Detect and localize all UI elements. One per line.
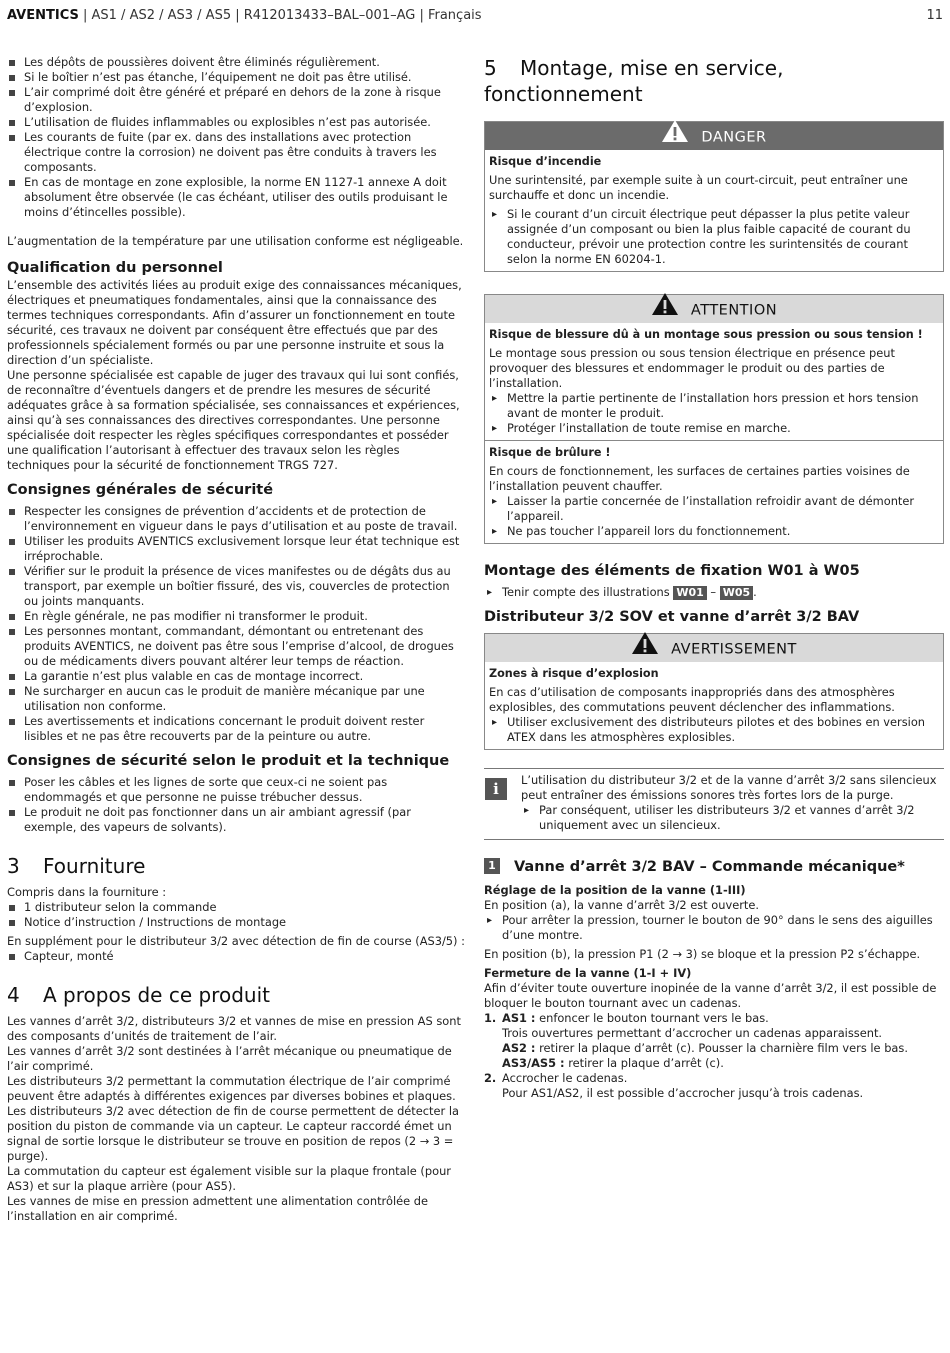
attention-header: ATTENTION xyxy=(485,295,943,323)
reglage-text-2: En position (b), la pression P1 (2 → 3) se bloque et la pression P2 s’échappe. xyxy=(484,947,921,961)
action-step: ▸ Protéger l’installation de toute remise en marche. xyxy=(489,421,938,436)
warning-icon xyxy=(631,631,659,665)
brand-name: AVENTICS xyxy=(7,8,79,23)
paragraph: Les distributeurs 3/2 avec détection de fin de course permettent de détecter la position du piston de commande via un capteur. Le capteur raccordé émet un signal de sortie lorsque le distributeur se trouve en position de repos (2 → 3 = purge). xyxy=(7,1104,459,1163)
list-item: Respecter les consignes de prévention d’accidents et de protection de l’environnement en vigueur dans le pays d’utilisation et au poste de travail. xyxy=(7,504,465,534)
paragraph: Les vannes d’arrêt 3/2, distributeurs 3/2 et vannes de mise en pression AS sont des composants d’unités de traitement de l’air. xyxy=(7,1014,461,1043)
paragraph: Les distributeurs 3/2 permettant la commutation électrique de l’air comprimé peuvent être adaptés à différentes exigences par diverses bobines et plaques. xyxy=(7,1074,456,1103)
attention-box xyxy=(484,294,944,544)
list-item: Les personnes montant, commandant, démontant ou entretenant des produits AVENTICS, ne doivent pas être sous l’emprise d’alcool, de drogues ou de médicaments divers pouvant altérer leur temps de réaction. xyxy=(7,624,465,669)
delivery-extra: En supplément pour le distributeur 3/2 avec détection de fin de course (AS3/5) : xyxy=(7,934,465,948)
bav-heading: 1 Vanne d’arrêt 3/2 BAV – Commande mécanique* xyxy=(484,858,944,877)
danger-body xyxy=(485,150,943,271)
fixation-heading: Montage des éléments de fixation W01 à W05 xyxy=(484,563,860,579)
list-item: Ne surcharger en aucun cas le produit de manière mécanique par une utilisation non conforme. xyxy=(7,684,465,714)
attention-text-2: En cours de fonctionnement, les surfaces de certaines parties voisines de l’installation peuvent chauffer. xyxy=(489,464,910,493)
general-safety-heading: Consignes générales de sécurité xyxy=(7,482,274,498)
bullet-list-top xyxy=(7,55,465,220)
warning-icon xyxy=(661,119,689,153)
attention-section-1 xyxy=(485,323,943,440)
info-icon: i xyxy=(485,778,507,800)
list-item: Le produit ne doit pas fonctionner dans un air ambiant agressif (par exemple, des vapeurs de solvants). xyxy=(7,805,465,835)
section-3-heading: 3 Fourniture xyxy=(7,854,146,878)
attention-title-1: Risque de blessure dû à un montage sous pression ou sous tension ! xyxy=(489,328,923,341)
delivery-list xyxy=(7,900,465,930)
step-1: 1. AS1 : enfoncer le bouton tournant vers le bas. Trois ouvertures permettant d’accrocher un cadenas apparaissent. AS2 : retirer la plaque d’arrêt (c). Pousser la charnière film vers le bas. AS3/AS5 : retirer la plaque d’arrêt (c). xyxy=(484,1011,908,1070)
delivery-extra-list xyxy=(7,949,465,964)
list-item: Les avertissements et indications concernant le produit doivent rester lisibles et ne pas être recouverts par de la peinture ou autre. xyxy=(7,714,465,744)
danger-box xyxy=(484,121,944,272)
info-text: L’utilisation du distributeur 3/2 et de la vanne d’arrêt 3/2 sans silencieux peut entraîner des émissions sonores très fortes lors de la purge. xyxy=(521,773,937,802)
avertissement-body xyxy=(485,662,943,749)
list-item: En cas de montage en zone explosible, la norme EN 1127-1 annexe A doit absolument être observée (le cas échéant, utiliser des outils produisant le moins d’étincelles possible). xyxy=(7,175,465,220)
fixation-instruction: ▸ Tenir compte des illustrations W01 – W05 . xyxy=(484,585,944,600)
section-5-heading: 5 Montage, mise en service, fonctionnement xyxy=(484,56,784,106)
temperature-note: L’augmentation de la température par une utilisation conforme est négligeable. xyxy=(7,234,464,248)
avertissement-box xyxy=(484,633,944,750)
list-item: Notice d’instruction / Instructions de montage xyxy=(7,915,465,930)
reglage-heading: Réglage de la position de la vanne (1-III) xyxy=(484,883,746,897)
list-item: L’utilisation de fluides inflammables ou explosibles n’est pas autorisée. xyxy=(7,115,465,130)
section-4-heading: 4 A propos de ce produit xyxy=(7,983,270,1007)
list-item: Capteur, monté xyxy=(7,949,465,964)
paragraph: Les vannes de mise en pression admettent une alimentation contrôlée de l’installation en air comprimé. xyxy=(7,1194,428,1223)
avertissement-header: AVERTISSEMENT xyxy=(485,634,943,662)
list-item: Utiliser les produits AVENTICS exclusivement lorsque leur état technique est irréprochable. xyxy=(7,534,465,564)
list-item: La garantie n’est plus valable en cas de montage incorrect. xyxy=(7,669,465,684)
paragraph: Les vannes d’arrêt 3/2 sont destinées à l’arrêt mécanique ou pneumatique de l’air comprimé. xyxy=(7,1044,452,1073)
figure-badge-w05: W05 xyxy=(720,586,753,600)
paragraph: La commutation du capteur est également visible sur la plaque frontale (pour AS3) et sur la plaque arrière (pour AS5). xyxy=(7,1164,451,1193)
qualification-para-2: Une personne spécialisée est capable de juger des travaux qui lui sont confiés, de reconnaître d’éventuels dangers et de prendre les mesures de sécurité adéquates grâce à sa formation spécialisée, ses connaissances et expériences, ainsi qu’à ses connaissances des directives correspondantes. Une personne spécialisée doit respecter les règles spécifiques correspondantes et posséder une qualification l’autorisant à effectuer des travaux selon les règles techniques pour la sécurité de fonctionnement TRGS 727. xyxy=(7,368,460,472)
list-item: Si le boîtier n’est pas étanche, l’équipement ne doit pas être utilisé. xyxy=(7,70,465,85)
qualification-para-1: L’ensemble des activités liées au produit exige des connaissances mécaniques, électriques et pneumatiques fondamentales, ainsi que la connaissance des termes techniques correspondants. Afin d’assurer un fonctionnement en toute sécurité, ces travaux ne doivent par conséquent être effectués que par des professionnels spécialement formés ou par une personne instruite et sous la direction d’un spécialiste. xyxy=(7,278,462,367)
reglage-text-1: En position (a), la vanne d’arrêt 3/2 est ouverte. xyxy=(484,898,759,912)
step-2: 2. Accrocher le cadenas. Pour AS1/AS2, il est possible d’accrocher jusqu’à trois cadenas. xyxy=(484,1071,864,1100)
list-item: Poser les câbles et les lignes de sorte que ceux-ci ne soient pas endommagés et que personne ne puisse trébucher dessus. xyxy=(7,775,465,805)
list-item: Les courants de fuite (par ex. dans des installations avec protection électrique contre la corrosion) ne doivent pas être conduits à travers les composants. xyxy=(7,130,465,175)
attention-text-1: Le montage sous pression ou sous tension électrique en présence peut provoquer des blessures et endommager le produit ou des parties de l’installation. xyxy=(489,346,895,390)
page-number: 11 xyxy=(926,8,943,23)
general-safety-list xyxy=(7,504,465,744)
delivery-intro: Compris dans la fourniture : xyxy=(7,885,167,899)
figure-badge-w01: W01 xyxy=(673,586,706,600)
header-doc-info: | AS1 / AS2 / AS3 / AS5 | R412013433–BAL–001–AG | Français xyxy=(78,8,482,23)
figure-number-badge: 1 xyxy=(484,858,500,874)
fermeture-heading: Fermeture de la vanne (1-I + IV) xyxy=(484,966,692,980)
danger-header: DANGER xyxy=(485,122,943,150)
fermeture-text: Afin d’éviter toute ouverture inopinée de la vanne d’arrêt 3/2, il est possible de bloquer le bouton tournant avec un cadenas. xyxy=(484,981,937,1010)
product-safety-heading: Consignes de sécurité selon le produit et la technique xyxy=(7,753,450,769)
qualification-heading: Qualification du personnel xyxy=(7,260,223,276)
right-column xyxy=(484,55,944,1101)
list-item: Vérifier sur le produit la présence de vices manifestes ou de dégâts dus au transport, par exemple un boîtier fissuré, des vis, couvercles de protection ou joints manquants. xyxy=(7,564,465,609)
danger-action: ▸ Si le courant d’un circuit électrique peut dépasser la plus petite valeur assignée d’un composant ou bien la plus faible capacité de courant du conducteur, prévoir une protection contre les surintensités de courant selon la norme EN 60204-1. xyxy=(489,207,938,267)
danger-title: Risque d’incendie xyxy=(489,155,602,168)
info-note xyxy=(484,768,944,840)
action-step: ▸ Laisser la partie concernée de l’installation refroidir avant de démonter l’appareil. xyxy=(489,494,938,524)
list-item: Les dépôts de poussières doivent être éliminés régulièrement. xyxy=(7,55,465,70)
action-step: ▸ Ne pas toucher l’appareil lors du fonctionnement. xyxy=(489,524,938,539)
fermeture-steps xyxy=(484,1011,944,1101)
danger-text: Une surintensité, par exemple suite à un court-circuit, peut entraîner une surchauffe et donc un incendie. xyxy=(489,173,908,202)
left-column xyxy=(7,55,465,1224)
reglage-action: ▸ Pour arrêter la pression, tourner le bouton de 90° dans le sens des aiguilles d’une montre. xyxy=(484,913,944,943)
distributor-heading: Distributeur 3/2 SOV et vanne d’arrêt 3/2 BAV xyxy=(484,609,860,625)
page-header xyxy=(7,8,943,26)
action-step: ▸ Mettre la partie pertinente de l’installation hors pression et hors tension avant de monter le produit. xyxy=(489,391,938,421)
avertissement-action: ▸ Utiliser exclusivement des distributeurs pilotes et des bobines en version ATEX dans les atmosphères explosibles. xyxy=(489,715,938,745)
info-action: ▸ Par conséquent, utiliser les distributeurs 3/2 et vannes d’arrêt 3/2 uniquement avec un silencieux. xyxy=(521,803,944,833)
avertissement-text: En cas d’utilisation de composants inappropriés dans des atmosphères explosibles, des commutations peuvent déclencher des inflammations. xyxy=(489,685,895,714)
attention-section-2 xyxy=(485,440,943,543)
attention-title-2: Risque de brûlure ! xyxy=(489,446,611,459)
product-safety-list xyxy=(7,775,465,835)
list-item: 1 distributeur selon la commande xyxy=(7,900,465,915)
list-item: L’air comprimé doit être généré et préparé en dehors de la zone à risque d’explosion. xyxy=(7,85,465,115)
warning-icon xyxy=(651,292,679,326)
about-product-text xyxy=(7,1014,465,1224)
list-item: En règle générale, ne pas modifier ni transformer le produit. xyxy=(7,609,465,624)
avertissement-title: Zones à risque d’explosion xyxy=(489,667,659,680)
